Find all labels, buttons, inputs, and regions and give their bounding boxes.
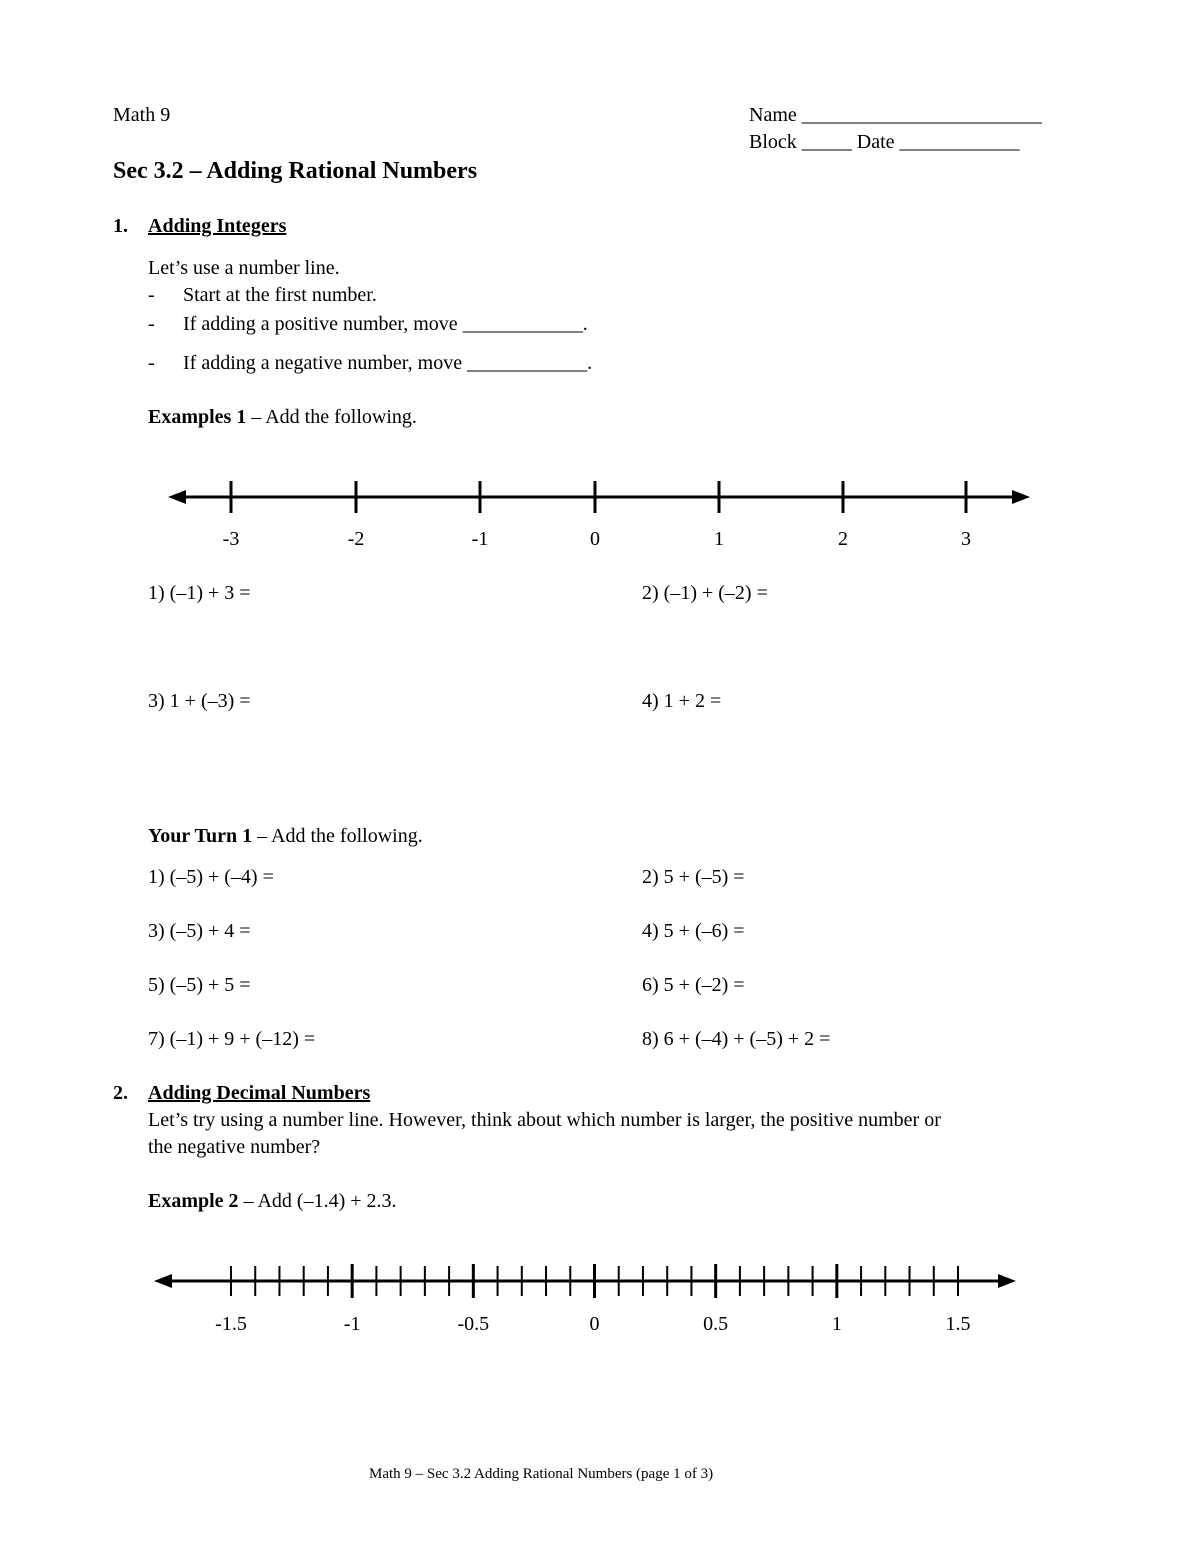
number-line-label: -1.5 — [215, 1313, 247, 1335]
number-line-label: -1 — [343, 1313, 361, 1335]
number-line-label: -1 — [471, 528, 489, 550]
number-line-label: 0 — [589, 1313, 600, 1335]
block-date-field-label: Block _____ Date ____________ — [749, 131, 1020, 153]
your-turn-label: Your Turn 1 — [148, 825, 253, 847]
bullet-text: If adding a positive number, move ____________. — [183, 313, 588, 335]
number-line-labels — [223, 528, 971, 550]
section1-number: 1. — [113, 215, 128, 237]
example-problem: 3) 1 + (–3) = — [148, 690, 251, 712]
your-turn-problem: 3) (–5) + 4 = — [148, 920, 251, 942]
bullet-dash: - — [148, 284, 155, 306]
example-problem: 2) (–1) + (–2) = — [642, 582, 768, 604]
section1-intro: Let’s use a number line. — [148, 257, 340, 279]
page-footer: Math 9 – Sec 3.2 Adding Rational Numbers (page 1 of 3) — [369, 1466, 714, 1482]
course-label: Math 9 — [113, 104, 171, 126]
section2-heading: Adding Decimal Numbers — [148, 1082, 371, 1104]
example2-heading — [148, 1189, 397, 1213]
your-turn-problem: 6) 5 + (–2) = — [642, 974, 745, 996]
bullet-dash: - — [148, 313, 155, 335]
your-turn-heading — [148, 824, 423, 848]
left-arrow-icon — [168, 490, 186, 504]
number-line-label: 1.5 — [945, 1313, 971, 1335]
section2-text: Let’s try using a number line. However, think about which number is larger, the positive number or — [148, 1109, 941, 1131]
your-turn-problem: 4) 5 + (–6) = — [642, 920, 745, 942]
section2-text: the negative number? — [148, 1136, 321, 1158]
number-line-label: 1 — [714, 528, 724, 550]
your-turn-problem: 5) (–5) + 5 = — [148, 974, 251, 996]
example2-instruction: – Add (–1.4) + 2.3. — [238, 1190, 397, 1212]
your-turn-problem: 8) 6 + (–4) + (–5) + 2 = — [642, 1028, 831, 1050]
number-line-label: 0 — [590, 528, 600, 550]
section1-heading: Adding Integers — [148, 215, 287, 237]
number-line-label: 0.5 — [703, 1313, 729, 1335]
example-problem: 4) 1 + 2 = — [642, 690, 722, 712]
your-turn-problem: 2) 5 + (–5) = — [642, 866, 745, 888]
number-line-label: -2 — [347, 528, 365, 550]
bullet-text: If adding a negative number, move ____________. — [183, 352, 593, 374]
your-turn-problem: 7) (–1) + 9 + (–12) = — [148, 1028, 316, 1050]
number-line-label: 2 — [838, 528, 848, 550]
number-line-label: -0.5 — [457, 1313, 490, 1335]
your-turn-instruction: – Add the following. — [252, 825, 423, 847]
section2-number: 2. — [113, 1082, 128, 1104]
your-turn-problem: 1) (–5) + (–4) = — [148, 866, 274, 888]
number-line-label: 3 — [961, 528, 971, 550]
right-arrow-icon — [1012, 490, 1030, 504]
example-problem: 1) (–1) + 3 = — [148, 582, 251, 604]
number-line-label: -3 — [222, 528, 240, 550]
example2-label: Example 2 — [148, 1190, 239, 1212]
bullet-text: Start at the first number. — [183, 284, 377, 306]
examples1-instruction: – Add the following. — [246, 406, 417, 428]
page-title: Sec 3.2 – Adding Rational Numbers — [113, 158, 478, 184]
name-field-label: Name ________________________ — [749, 104, 1042, 126]
bullet-dash: - — [148, 352, 155, 374]
examples1-label: Examples 1 — [148, 406, 247, 428]
number-line-label: 1 — [831, 1313, 842, 1335]
